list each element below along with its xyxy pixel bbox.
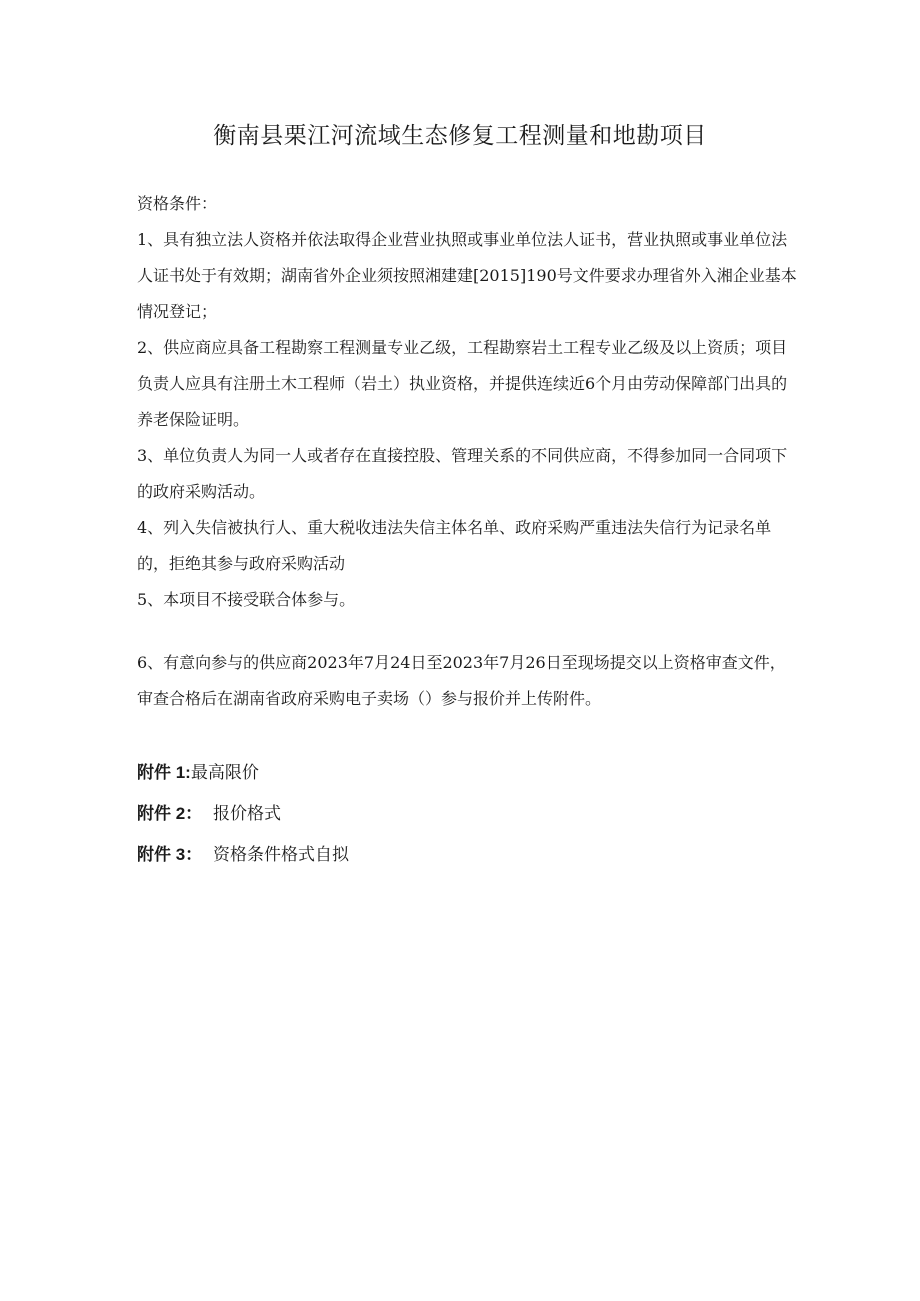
attachment-1-label: 附件 1: — [137, 763, 191, 782]
attachment-2 — [137, 796, 281, 832]
document-title: 衡南县栗江河流域生态修复工程测量和地勘项目 — [213, 123, 707, 149]
requirement-item-3: 3、单位负责人为同一人或者存在直接控股、管理关系的不同供应商，不得参加同一合同项下的政府采购活动。 — [137, 446, 788, 501]
attachment-1-text: 最高限价 — [190, 763, 259, 783]
attachment-2-text: 报价格式 — [213, 804, 281, 824]
section-label: 资格条件： — [137, 194, 218, 213]
attachment-3-label: 附件 3： — [137, 845, 203, 864]
attachment-1 — [137, 755, 259, 791]
attachment-3 — [137, 837, 349, 873]
requirement-item-4: 4、列入失信被执行人、重大税收违法失信主体名单、政府采购严重违法失信行为记录名单的，拒绝其参与政府采购活动 — [137, 518, 772, 573]
requirement-item-5: 5、本项目不接受联合体参与。 — [137, 590, 356, 609]
requirement-item-2: 2、供应商应具备工程勘察工程测量专业乙级，工程勘察岩土工程专业乙级及以上资质；项目负责人应具有注册土木工程师（岩土）执业资格，并提供连续近6个月由劳动保障部门出具的养老保险证明。 — [137, 338, 788, 429]
requirement-item-6: 6、有意向参与的供应商2023年7月24日至2023年7月26日至现场提交以上资格审查文件，审查合格后在湖南省政府采购电子卖场（）参与报价并上传附件。 — [137, 653, 786, 708]
attachment-2-label: 附件 2： — [137, 804, 203, 823]
requirement-item-1: 1、具有独立法人资格并依法取得企业营业执照或事业单位法人证书，营业执照或事业单位法人证书处于有效期；湖南省外企业须按照湘建建[2015]190号文件要求办理省外入湘企业基本情况登记； — [137, 230, 797, 321]
attachment-3-text: 资格条件格式自拟 — [213, 845, 349, 865]
